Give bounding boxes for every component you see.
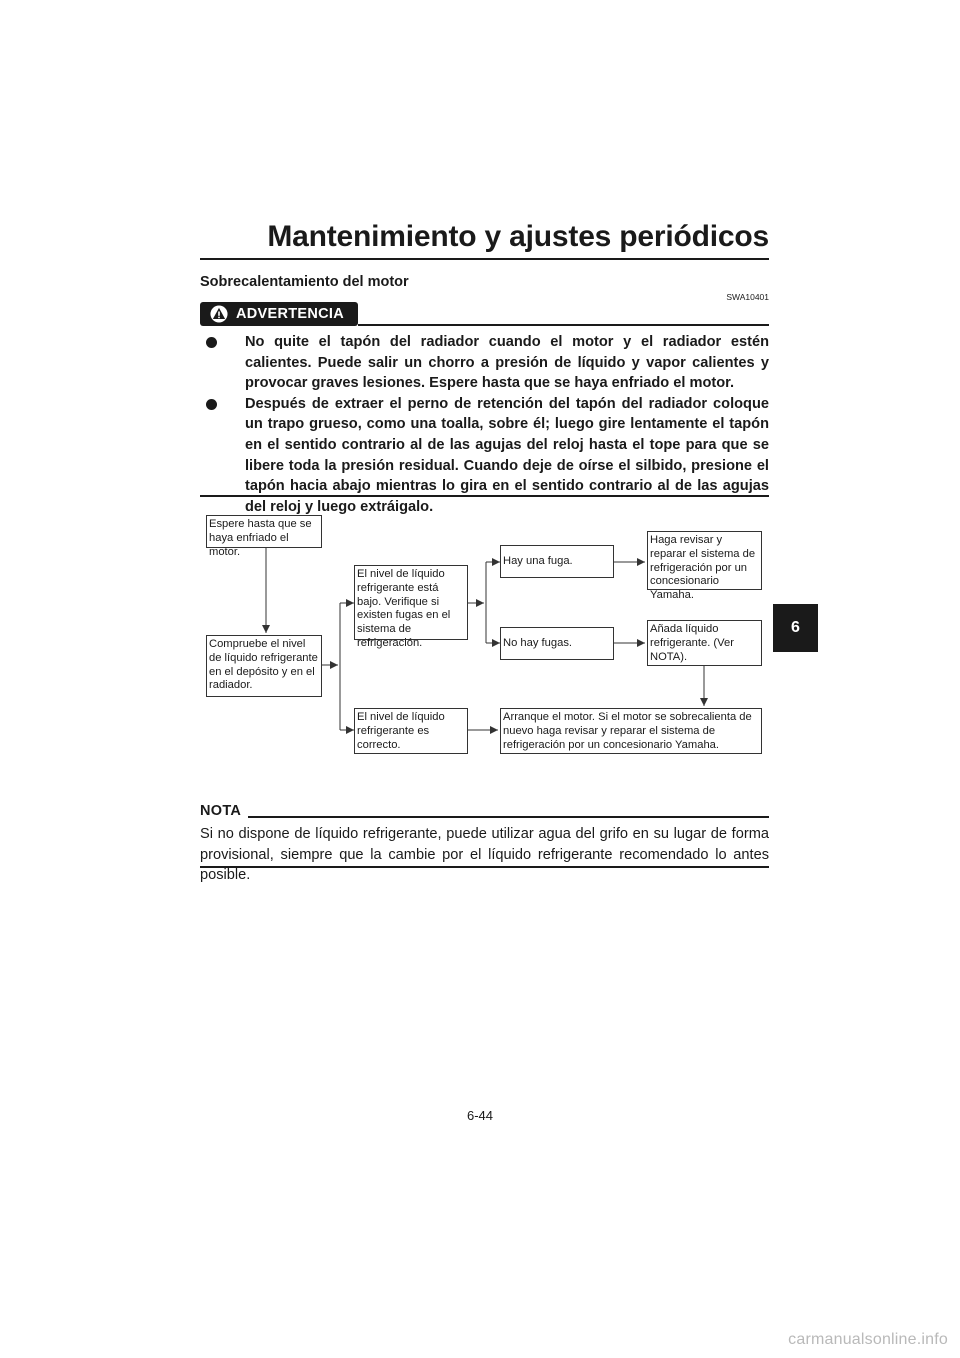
title-divider: [200, 258, 769, 260]
warning-item-text: No quite el tapón del radiador cuando el motor y el radiador estén calientes. Puede salir un chorro a presión de líquido y vapor calientes y provocar graves lesiones. Espere hasta que se haya enfriado el motor.: [245, 334, 769, 392]
flow-box-level-ok: El nivel de líquido refrigerante es correcto.: [354, 708, 468, 754]
section-heading: Sobrecalentamiento del motor: [200, 274, 409, 290]
flow-box-add-coolant: Añada líquido refrigerante. (Ver NOTA).: [647, 620, 762, 666]
note-divider-top: [248, 816, 769, 818]
warning-divider-bottom: [200, 495, 769, 497]
warning-item-text: Después de extraer el perno de retención del tapón del radiador coloque un trapo grueso, como una toalla, sobre él; luego gire lentamente el tapón en el sentido contrario al de las agujas del reloj hasta el tope para que se libere toda la presión residual. Cuando deje de oírse el silbido, presione el tapón hacia abajo mientras lo gira en el sentido contrario al de las agujas del reloj y luego extráigalo.: [245, 395, 769, 515]
warning-badge: [200, 302, 358, 326]
bullet-icon: [206, 337, 217, 348]
flow-box-level-low: El nivel de líquido refrigerante está bajo. Verifique si existen fugas en el sistema de refrigeración.: [354, 565, 468, 640]
page-number: 6-44: [466, 1108, 494, 1123]
flow-box-no-leak: No hay fugas.: [500, 627, 614, 660]
flow-box-check-level: Compruebe el nivel de líquido refrigerante en el depósito y en el radiador.: [206, 635, 322, 697]
flow-box-wait: Espere hasta que se haya enfriado el motor.: [206, 515, 322, 548]
flow-box-leak: Hay una fuga.: [500, 545, 614, 578]
flow-box-start-engine: Arranque el motor. Si el motor se sobrecalienta de nuevo haga revisar y reparar el sistema de refrigeración por un concesionario Yamaha.: [500, 708, 762, 754]
warning-label: ADVERTENCIA: [236, 306, 345, 322]
warning-triangle-icon: [210, 305, 228, 323]
watermark: carmanualsonline.info: [788, 1331, 948, 1348]
warning-divider-top: [358, 324, 769, 326]
note-text: Si no dispone de líquido refrigerante, puede utilizar agua del grifo en su lugar de forma provisional, siempre que la cambie por el líquido refrigerante recomendado lo antes posible.: [200, 826, 769, 884]
chapter-tab: 6: [773, 604, 818, 652]
bullet-icon: [206, 399, 217, 410]
warning-item: [200, 394, 769, 518]
flow-box-repair: Haga revisar y reparar el sistema de refrigeración por un concesionario Yamaha.: [647, 531, 762, 590]
note-divider-bottom: [200, 866, 769, 868]
warning-item: [200, 332, 769, 394]
warning-list: [200, 332, 769, 517]
reference-code: SWA10401: [726, 292, 769, 302]
page-title: Mantenimiento y ajustes periódicos: [267, 220, 769, 253]
note-label: NOTA: [200, 803, 242, 819]
